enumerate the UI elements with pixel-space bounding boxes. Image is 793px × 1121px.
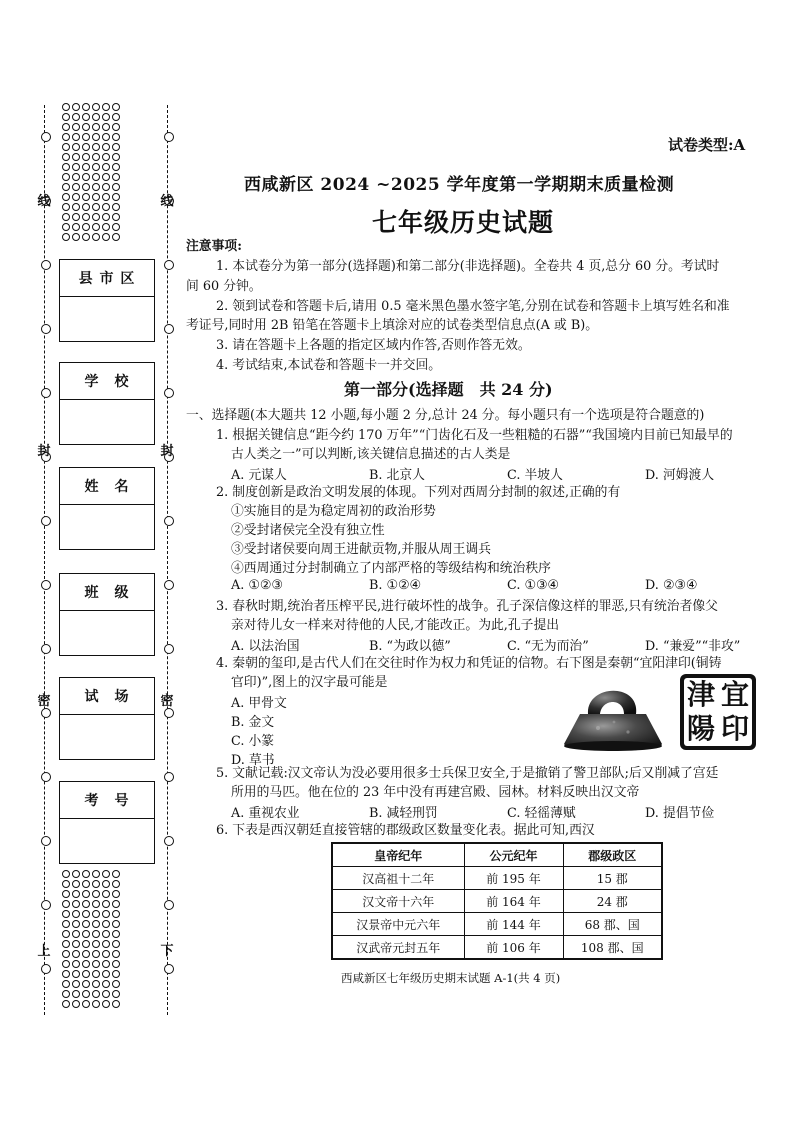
binding-dot bbox=[82, 910, 90, 918]
binding-circle bbox=[164, 516, 174, 526]
binding-dot bbox=[82, 223, 90, 231]
q5-option-c[interactable]: C. 轻徭薄赋 bbox=[507, 806, 576, 821]
binding-circle bbox=[164, 132, 174, 142]
binding-dot bbox=[102, 143, 110, 151]
binding-dot bbox=[102, 870, 110, 878]
binding-char-left-3: 密 bbox=[37, 694, 51, 709]
binding-dot bbox=[72, 163, 80, 171]
binding-dot bbox=[112, 870, 120, 878]
table-cell: 前 195 年 bbox=[464, 867, 563, 890]
q6-line-1: 6. 下表是西汉朝廷直接管辖的郡级政区数量变化表。据此可知,西汉 bbox=[216, 823, 595, 838]
binding-dot bbox=[112, 183, 120, 191]
binding-dot bbox=[112, 980, 120, 988]
binding-circle bbox=[41, 644, 51, 654]
binding-dot bbox=[72, 153, 80, 161]
q2-option-a[interactable]: A. ①②③ bbox=[231, 578, 283, 593]
notice-line-2: 间 60 分钟。 bbox=[186, 279, 262, 294]
binding-dot bbox=[62, 980, 70, 988]
binding-circle bbox=[164, 900, 174, 910]
binding-dot bbox=[112, 153, 120, 161]
binding-dot bbox=[92, 930, 100, 938]
binding-dot bbox=[92, 153, 100, 161]
binding-dot bbox=[92, 213, 100, 221]
binding-dot bbox=[72, 173, 80, 181]
binding-dot bbox=[82, 980, 90, 988]
binding-dot bbox=[102, 990, 110, 998]
binding-dot bbox=[82, 233, 90, 241]
binding-dot bbox=[102, 930, 110, 938]
binding-dot bbox=[92, 233, 100, 241]
binding-dot bbox=[92, 173, 100, 181]
binding-dot bbox=[72, 113, 80, 121]
binding-dot bbox=[102, 1000, 110, 1008]
binding-dot bbox=[62, 163, 70, 171]
binding-dot bbox=[102, 213, 110, 221]
binding-dot bbox=[82, 900, 90, 908]
binding-dot bbox=[62, 153, 70, 161]
binding-dot bbox=[62, 173, 70, 181]
binding-dot bbox=[62, 960, 70, 968]
binding-dot bbox=[112, 1000, 120, 1008]
binding-dot bbox=[112, 203, 120, 211]
binding-dot bbox=[102, 183, 110, 191]
paper-type: 试卷类型:A bbox=[668, 136, 746, 154]
binding-dot bbox=[112, 113, 120, 121]
binding-circle bbox=[164, 324, 174, 334]
binding-dot bbox=[102, 163, 110, 171]
binding-dot bbox=[82, 1000, 90, 1008]
seal-char-1: 津 bbox=[686, 678, 715, 711]
q3-line-2: 亲对待儿女一样来对待他的人民,才能改正。为此,孔子提出 bbox=[231, 618, 560, 633]
table-cell: 前 164 年 bbox=[464, 890, 563, 913]
binding-dot bbox=[72, 930, 80, 938]
binding-dot bbox=[92, 113, 100, 121]
binding-dot bbox=[112, 900, 120, 908]
q1-option-a[interactable]: A. 元谋人 bbox=[231, 468, 287, 483]
binding-dot bbox=[62, 930, 70, 938]
binding-dot bbox=[102, 950, 110, 958]
binding-dot bbox=[82, 173, 90, 181]
binding-circle bbox=[164, 644, 174, 654]
binding-dot bbox=[72, 233, 80, 241]
q4-line-1: 4. 秦朝的玺印,是古代人们在交往时作为权力和凭证的信物。右下图是秦朝“宜阳津印(铜铸 bbox=[216, 656, 722, 671]
binding-dot bbox=[112, 173, 120, 181]
binding-dot bbox=[92, 163, 100, 171]
binding-dot bbox=[72, 183, 80, 191]
binding-dot bbox=[62, 143, 70, 151]
q1-line-2: 古人类之一”可以判断,该关键信息描述的古人类是 bbox=[231, 447, 511, 462]
binding-dot bbox=[62, 890, 70, 898]
binding-circle bbox=[41, 708, 51, 718]
binding-circle bbox=[41, 324, 51, 334]
notice-line-4: 考证号,同时用 2B 铅笔在答题卡上填涂对应的试卷类型信息点(A 或 B)。 bbox=[186, 318, 599, 333]
binding-dot bbox=[102, 103, 110, 111]
binding-dot bbox=[62, 203, 70, 211]
q2-line-2: ①实施目的是为稳定周初的政治形势 bbox=[231, 504, 436, 519]
table-cell: 汉文帝十六年 bbox=[332, 890, 464, 913]
binding-dot bbox=[92, 920, 100, 928]
binding-dot bbox=[82, 890, 90, 898]
part1-instruction: 一、选择题(本大题共 12 小题,每小题 2 分,总计 24 分。每小题只有一个选项是符合题意的) bbox=[186, 408, 705, 423]
binding-circle bbox=[164, 388, 174, 398]
binding-dot bbox=[92, 880, 100, 888]
binding-dot bbox=[72, 980, 80, 988]
binding-dot bbox=[92, 980, 100, 988]
table-cell: 108 郡、国 bbox=[563, 936, 662, 960]
binding-dot bbox=[82, 133, 90, 141]
binding-dot bbox=[82, 990, 90, 998]
binding-dot bbox=[82, 193, 90, 201]
binding-circle bbox=[164, 260, 174, 270]
binding-dot bbox=[72, 900, 80, 908]
binding-char-right-3: 密 bbox=[160, 694, 174, 709]
table-row bbox=[332, 890, 662, 913]
field-school[interactable]: 学 校 bbox=[59, 362, 155, 445]
binding-dot bbox=[62, 880, 70, 888]
binding-circle bbox=[41, 900, 51, 910]
binding-dot bbox=[82, 113, 90, 121]
binding-dot bbox=[112, 163, 120, 171]
binding-dot bbox=[92, 223, 100, 231]
binding-dot bbox=[112, 930, 120, 938]
notice-line-6: 4. 考试结束,本试卷和答题卡一并交回。 bbox=[216, 358, 442, 373]
binding-dot bbox=[72, 990, 80, 998]
binding-dot bbox=[72, 223, 80, 231]
table-cell: 15 郡 bbox=[563, 867, 662, 890]
table-cell: 汉高祖十二年 bbox=[332, 867, 464, 890]
binding-dot bbox=[92, 960, 100, 968]
page-footer: 西咸新区七年级历史期末试题 A-1(共 4 页) bbox=[341, 971, 561, 985]
binding-dot bbox=[62, 103, 70, 111]
binding-dot bbox=[102, 880, 110, 888]
q3-option-b[interactable]: B. “为政以德” bbox=[369, 639, 451, 654]
q5-option-a[interactable]: A. 重视农业 bbox=[231, 806, 300, 821]
binding-dot bbox=[92, 890, 100, 898]
field-class[interactable]: 班 级 bbox=[59, 573, 155, 656]
table-row bbox=[332, 867, 662, 890]
binding-dot bbox=[72, 950, 80, 958]
binding-dot bbox=[62, 870, 70, 878]
binding-dot bbox=[102, 980, 110, 988]
binding-dot bbox=[72, 920, 80, 928]
binding-dot bbox=[102, 900, 110, 908]
binding-dot bbox=[92, 900, 100, 908]
q5-line-1: 5. 文献记载:汉文帝认为没必要用很多士兵保卫安全,于是撤销了警卫部队;后又削减了宫廷 bbox=[216, 766, 719, 781]
table-header-cell: 皇帝纪年 bbox=[332, 843, 464, 867]
binding-dot bbox=[102, 223, 110, 231]
binding-dot bbox=[62, 193, 70, 201]
binding-dot bbox=[92, 1000, 100, 1008]
binding-dot bbox=[72, 1000, 80, 1008]
part1-title: 第一部分(选择题 共 24 分) bbox=[344, 380, 553, 399]
notice-line-5: 3. 请在答题卡上各题的指定区域内作答,否则作答无效。 bbox=[216, 338, 531, 353]
binding-circle bbox=[41, 516, 51, 526]
binding-dot bbox=[102, 133, 110, 141]
binding-dot bbox=[82, 880, 90, 888]
binding-dot bbox=[112, 940, 120, 948]
binding-dot bbox=[92, 143, 100, 151]
binding-dot bbox=[112, 950, 120, 958]
q3-option-d[interactable]: D. “兼爱”“非攻” bbox=[645, 639, 741, 654]
binding-dot bbox=[82, 870, 90, 878]
notice-heading: 注意事项: bbox=[186, 239, 242, 254]
binding-char-right-2: 封 bbox=[160, 444, 174, 459]
notice-line-3: 2. 领到试卷和答题卡后,请用 0.5 毫米黑色墨水签字笔,分别在试卷和答题卡上填写姓名和准 bbox=[216, 299, 730, 314]
binding-dot bbox=[92, 123, 100, 131]
q5-option-b[interactable]: B. 减轻刑罚 bbox=[369, 806, 438, 821]
binding-dot bbox=[112, 223, 120, 231]
binding-dot bbox=[82, 970, 90, 978]
binding-dot bbox=[82, 143, 90, 151]
q4-option-b[interactable]: B. 金文 bbox=[231, 715, 275, 730]
binding-char-left-4: 上 bbox=[37, 944, 51, 959]
binding-dot bbox=[62, 920, 70, 928]
binding-dot bbox=[62, 950, 70, 958]
binding-dot bbox=[92, 103, 100, 111]
binding-dot bbox=[102, 113, 110, 121]
table-row bbox=[332, 913, 662, 936]
binding-dot bbox=[112, 920, 120, 928]
binding-dot bbox=[82, 183, 90, 191]
binding-dot bbox=[102, 233, 110, 241]
binding-dot bbox=[72, 910, 80, 918]
binding-dot bbox=[92, 193, 100, 201]
q3-option-a[interactable]: A. 以法治国 bbox=[231, 639, 300, 654]
q2-line-1: 2. 制度创新是政治文明发展的体现。下列对西周分封制的叙述,正确的有 bbox=[216, 485, 621, 500]
table-cell: 24 郡 bbox=[563, 890, 662, 913]
table-row bbox=[332, 936, 662, 960]
q2-option-d[interactable]: D. ②③④ bbox=[645, 578, 698, 593]
binding-dot bbox=[112, 193, 120, 201]
binding-dot bbox=[82, 920, 90, 928]
binding-dot bbox=[82, 940, 90, 948]
binding-dot bbox=[112, 890, 120, 898]
binding-dot bbox=[72, 213, 80, 221]
binding-dot bbox=[112, 213, 120, 221]
binding-dot bbox=[72, 870, 80, 878]
binding-dot bbox=[72, 123, 80, 131]
q2-line-4: ③受封诸侯要向周王进献贡物,并服从周王调兵 bbox=[231, 542, 492, 557]
binding-dot bbox=[72, 143, 80, 151]
q4-option-a[interactable]: A. 甲骨文 bbox=[231, 696, 287, 711]
q1-line-1: 1. 根据关键信息“距今约 170 万年”“门齿化石及一些粗糙的石器”“我国境内目前已知最早的 bbox=[216, 428, 733, 443]
binding-char-left-2: 封 bbox=[37, 444, 51, 459]
field-exam-number[interactable]: 考 号 bbox=[59, 781, 155, 864]
binding-dot bbox=[72, 103, 80, 111]
q1-option-c[interactable]: C. 半坡人 bbox=[507, 468, 563, 483]
binding-dot bbox=[112, 960, 120, 968]
binding-dot bbox=[92, 990, 100, 998]
binding-dot bbox=[102, 123, 110, 131]
table-cell: 前 106 年 bbox=[464, 936, 563, 960]
table-cell: 前 144 年 bbox=[464, 913, 563, 936]
binding-dot bbox=[62, 113, 70, 121]
binding-circle bbox=[164, 580, 174, 590]
binding-dot bbox=[62, 123, 70, 131]
binding-dot bbox=[82, 960, 90, 968]
binding-dot bbox=[102, 173, 110, 181]
binding-dot bbox=[72, 880, 80, 888]
subject-title: 七年级历史试题 bbox=[372, 208, 555, 237]
q6-data-table bbox=[331, 842, 663, 960]
binding-dot bbox=[92, 910, 100, 918]
binding-dot bbox=[92, 970, 100, 978]
binding-dot bbox=[92, 950, 100, 958]
notice-line-1: 1. 本试卷分为第一部分(选择题)和第二部分(非选择题)。全卷共 4 页,总分 60 分。考试时 bbox=[216, 259, 720, 274]
binding-dot bbox=[92, 133, 100, 141]
table-header-row bbox=[332, 843, 662, 867]
binding-dot bbox=[62, 233, 70, 241]
binding-dot bbox=[112, 123, 120, 131]
seal-char-2: 宜 bbox=[720, 678, 749, 711]
q3-line-1: 3. 春秋时期,统治者压榨平民,进行破坏性的战争。孔子深信像这样的罪恶,只有统治者像父 bbox=[216, 599, 718, 614]
binding-dot bbox=[112, 990, 120, 998]
binding-dot bbox=[62, 213, 70, 221]
bronze-seal-image bbox=[558, 670, 668, 752]
seal-stamp-imprint bbox=[680, 674, 756, 750]
binding-dot bbox=[62, 223, 70, 231]
binding-dot bbox=[102, 970, 110, 978]
q3-option-c[interactable]: C. “无为而治” bbox=[507, 639, 589, 654]
field-name[interactable]: 姓 名 bbox=[59, 467, 155, 550]
binding-char-right-1: 线 bbox=[160, 194, 174, 209]
binding-dot bbox=[92, 183, 100, 191]
seal-char-4: 印 bbox=[720, 712, 749, 745]
binding-circle bbox=[41, 772, 51, 782]
binding-circle bbox=[164, 964, 174, 974]
q2-option-b[interactable]: B. ①②④ bbox=[369, 578, 421, 593]
q4-option-d[interactable]: D. 草书 bbox=[231, 753, 275, 768]
binding-dot bbox=[72, 940, 80, 948]
binding-dot bbox=[82, 950, 90, 958]
table-cell: 汉景帝中元六年 bbox=[332, 913, 464, 936]
binding-dot bbox=[102, 910, 110, 918]
binding-circle bbox=[41, 388, 51, 398]
binding-dot bbox=[82, 153, 90, 161]
binding-dot bbox=[112, 143, 120, 151]
binding-dot bbox=[112, 910, 120, 918]
binding-circle bbox=[164, 708, 174, 718]
binding-dot bbox=[92, 940, 100, 948]
binding-dot bbox=[62, 970, 70, 978]
binding-dot bbox=[112, 970, 120, 978]
binding-dot bbox=[112, 133, 120, 141]
binding-dot bbox=[62, 990, 70, 998]
binding-circle bbox=[41, 580, 51, 590]
q4-option-c[interactable]: C. 小篆 bbox=[231, 734, 275, 749]
cut-line-left bbox=[44, 105, 45, 1015]
table-cell: 汉武帝元封五年 bbox=[332, 936, 464, 960]
table-header-cell: 郡级政区 bbox=[563, 843, 662, 867]
binding-dot bbox=[112, 233, 120, 241]
binding-dot bbox=[112, 880, 120, 888]
binding-dot bbox=[62, 183, 70, 191]
q2-line-5: ④西周通过分封制确立了内部严格的等级结构和统治秩序 bbox=[231, 561, 551, 576]
binding-dot bbox=[82, 213, 90, 221]
binding-dot bbox=[72, 133, 80, 141]
binding-dot bbox=[82, 930, 90, 938]
binding-dot bbox=[82, 163, 90, 171]
q2-line-3: ②受封诸侯完全没有独立性 bbox=[231, 523, 385, 538]
dot-grid-bottom bbox=[62, 870, 120, 1008]
binding-dot bbox=[112, 103, 120, 111]
binding-circle bbox=[41, 964, 51, 974]
q5-option-d[interactable]: D. 提倡节俭 bbox=[645, 806, 715, 821]
binding-dot bbox=[102, 193, 110, 201]
table-header-cell: 公元纪年 bbox=[464, 843, 563, 867]
binding-dot bbox=[102, 890, 110, 898]
table-cell: 68 郡、国 bbox=[563, 913, 662, 936]
binding-dot bbox=[102, 920, 110, 928]
binding-circle bbox=[164, 772, 174, 782]
q1-option-b[interactable]: B. 北京人 bbox=[369, 468, 425, 483]
q1-option-d[interactable]: D. 河姆渡人 bbox=[645, 468, 715, 483]
binding-dot bbox=[72, 193, 80, 201]
binding-dot bbox=[82, 123, 90, 131]
field-county[interactable]: 县 市 区 bbox=[59, 259, 155, 342]
binding-circle bbox=[41, 132, 51, 142]
dot-grid-top bbox=[62, 103, 120, 241]
binding-dot bbox=[72, 960, 80, 968]
binding-dot bbox=[62, 910, 70, 918]
binding-dot bbox=[92, 870, 100, 878]
binding-dot bbox=[62, 1000, 70, 1008]
q2-option-c[interactable]: C. ①③④ bbox=[507, 578, 559, 593]
binding-dot bbox=[82, 203, 90, 211]
binding-dot bbox=[102, 960, 110, 968]
binding-dot bbox=[72, 970, 80, 978]
cut-line-right bbox=[167, 105, 168, 1015]
binding-char-left-1: 线 bbox=[37, 194, 51, 209]
binding-dot bbox=[62, 940, 70, 948]
binding-dot bbox=[62, 133, 70, 141]
q5-line-2: 所用的马匹。他在位的 23 年中没有再建宫殿、园林。材料反映出汉文帝 bbox=[231, 785, 640, 800]
binding-circle bbox=[164, 836, 174, 846]
binding-dot bbox=[102, 153, 110, 161]
binding-dot bbox=[82, 103, 90, 111]
binding-dot bbox=[72, 890, 80, 898]
binding-dot bbox=[102, 203, 110, 211]
binding-dot bbox=[92, 203, 100, 211]
field-exam-room[interactable]: 试 场 bbox=[59, 677, 155, 760]
binding-dot bbox=[102, 940, 110, 948]
seal-char-3: 陽 bbox=[686, 712, 715, 745]
binding-circle bbox=[41, 836, 51, 846]
binding-circle bbox=[41, 260, 51, 270]
binding-dot bbox=[62, 900, 70, 908]
binding-dot bbox=[72, 203, 80, 211]
exam-title: 西咸新区 2024 ~2025 学年度第一学期期末质量检测 bbox=[244, 175, 675, 195]
q4-line-2: 官印)”,图上的汉字最可能是 bbox=[231, 675, 388, 690]
binding-char-right-4: 下 bbox=[160, 944, 174, 959]
